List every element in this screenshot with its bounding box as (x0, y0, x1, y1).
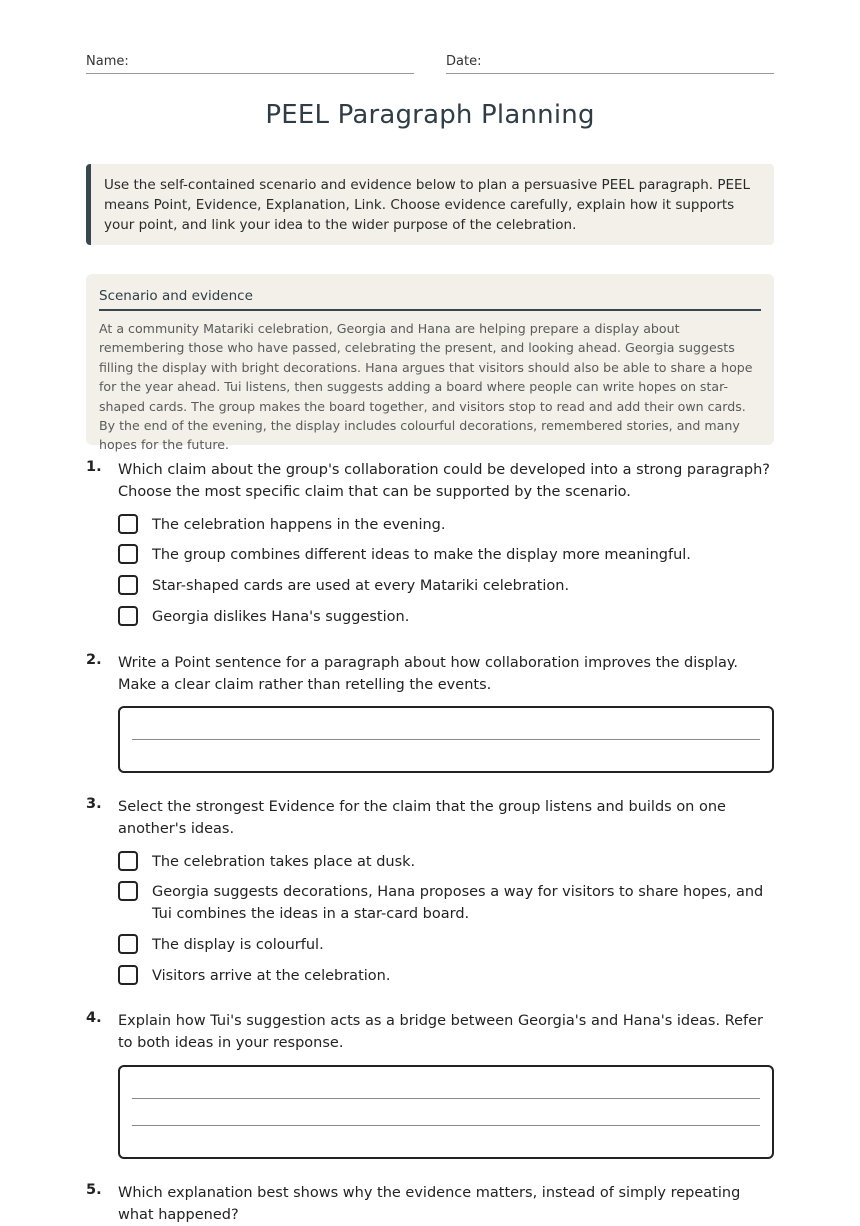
checkbox[interactable] (118, 514, 138, 534)
question-number: 4. (86, 1010, 102, 1026)
checkbox[interactable] (118, 606, 138, 626)
option-label: The celebration happens in the evening. (152, 517, 446, 533)
checkbox[interactable] (118, 881, 138, 901)
name-label: Name: (86, 54, 129, 69)
checkbox[interactable] (118, 851, 138, 871)
checkbox[interactable] (118, 575, 138, 595)
answer-box-4[interactable] (118, 1065, 774, 1159)
date-field[interactable] (446, 54, 774, 74)
question-number: 1. (86, 459, 102, 475)
name-field[interactable] (86, 54, 414, 74)
header-fields (86, 54, 774, 74)
option-label: Visitors arrive at the celebration. (152, 968, 391, 984)
option-label: Georgia suggests decorations, Hana proposes a way for visitors to share hopes, and Tui combines the ideas in a star-card board. (152, 884, 764, 922)
question-number: 5. (86, 1182, 102, 1198)
option-label: The celebration takes place at dusk. (152, 854, 416, 870)
checkbox[interactable] (118, 965, 138, 985)
checkbox[interactable] (118, 544, 138, 564)
option-label: Star-shaped cards are used at every Matariki celebration. (152, 578, 570, 594)
date-label: Date: (446, 54, 482, 69)
writing-line (132, 1125, 760, 1126)
question-text: Which claim about the group's collaboration could be developed into a strong paragraph? Choose the most specific claim that can be supported by the scenario. (118, 462, 770, 500)
scenario-text: At a community Matariki celebration, Georgia and Hana are helping prepare a display about remembering those who have passed, celebrating the present, and looking ahead. Georgia suggests filling the display with bright decorations. Hana argues that visitors should also be able to share a hope for the year ahead. Tui listens, then suggests adding a board where people can write hopes on star-shaped cards. The group makes the board together, and visitors stop to read and add their own cards. By the end of the evening, the display includes colourful decorations, remembered stories, and many hopes for the future. (99, 321, 753, 453)
question-text: Explain how Tui's suggestion acts as a bridge between Georgia's and Hana's ideas. Refer to both ideas in your response. (118, 1013, 763, 1051)
page-title: PEEL Paragraph Planning (265, 100, 595, 130)
option-label: Georgia dislikes Hana's suggestion. (152, 609, 410, 625)
scenario-heading: Scenario and evidence (99, 288, 761, 311)
writing-line (132, 739, 760, 740)
question-text: Write a Point sentence for a paragraph about how collaboration improves the display. Make a clear claim rather than retelling the events. (118, 655, 739, 693)
checkbox[interactable] (118, 934, 138, 954)
option-label: The display is colourful. (152, 937, 324, 953)
question-text: Select the strongest Evidence for the claim that the group listens and builds on one another's ideas. (118, 799, 726, 837)
question-text: Which explanation best shows why the evidence matters, instead of simply repeating what happened? (118, 1185, 741, 1223)
instructions-box: Use the self-contained scenario and evidence below to plan a persuasive PEEL paragraph. PEEL means Point, Evidence, Explanation, Link. Choose evidence carefully, explain how it supports your point, and link your idea to the wider purpose of the celebration. (86, 164, 774, 245)
scenario-box (86, 274, 774, 453)
writing-line (132, 1098, 760, 1099)
answer-box-2[interactable] (118, 706, 774, 773)
option-label: The group combines different ideas to make the display more meaningful. (152, 547, 691, 563)
question-number: 2. (86, 652, 102, 668)
question-number: 3. (86, 796, 102, 812)
